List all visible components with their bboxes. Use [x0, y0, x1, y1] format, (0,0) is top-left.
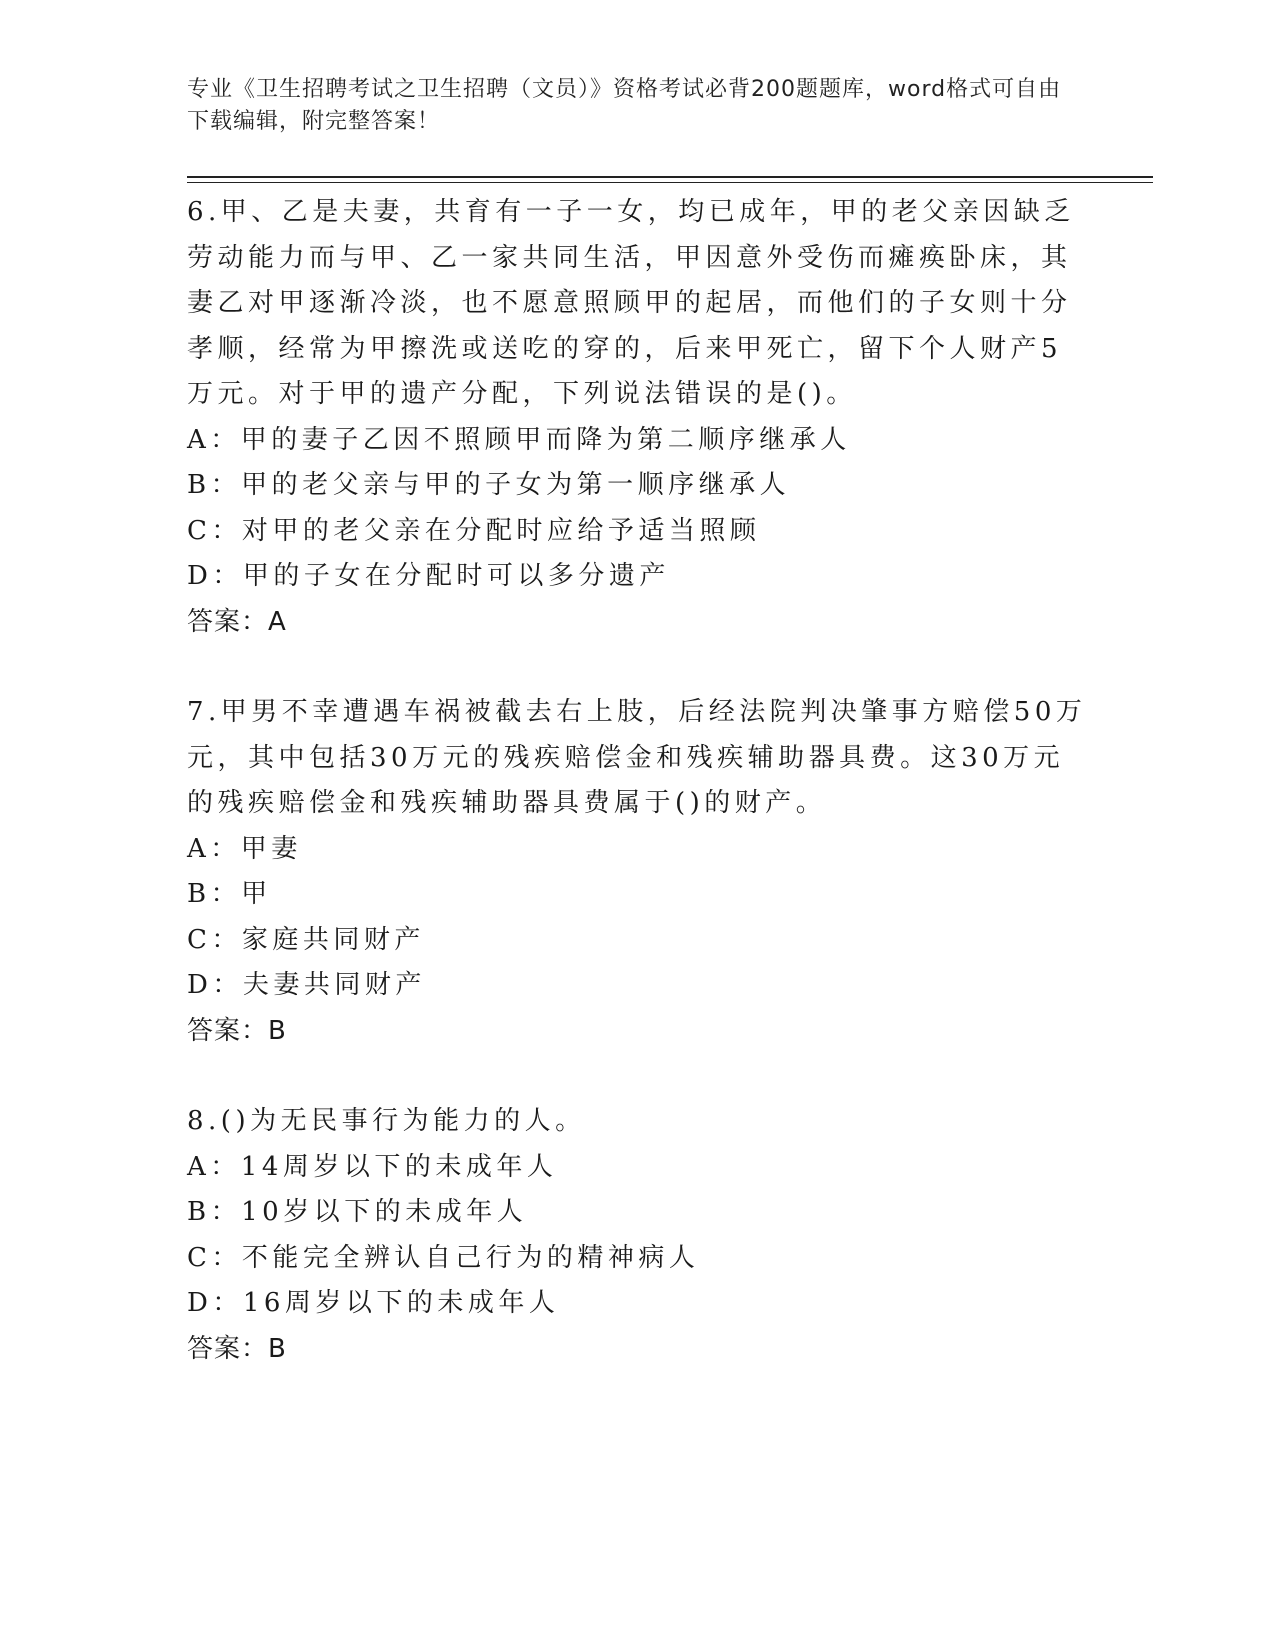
- question-list: [187, 190, 1087, 1372]
- question-6: [187, 190, 1087, 645]
- option-a: A：甲妻: [187, 833, 302, 864]
- option-b: B：甲: [187, 879, 272, 909]
- header-title: 专业《卫生招聘考试之卫生招聘（文员）》资格考试必背200题题库，word格式可自由下载编辑，附完整答案！: [187, 77, 1062, 134]
- question-text: 8.()为无民事行为能力的人。: [187, 1106, 586, 1136]
- answer: 答案：B: [187, 1333, 287, 1364]
- option-c: C：不能完全辨认自己行为的精神病人: [187, 1242, 700, 1273]
- answer: 答案：B: [187, 1015, 287, 1046]
- answer: 答案：A: [187, 606, 287, 637]
- option-c: C：对甲的老父亲在分配时应给予适当照顾: [187, 515, 761, 546]
- option-b: B：10岁以下的未成年人: [187, 1197, 528, 1227]
- option-a: A：甲的妻子乙因不照顾甲而降为第二顺序继承人: [187, 424, 851, 455]
- spacer: [187, 645, 1087, 690]
- document-header: [187, 74, 1067, 138]
- option-b: B：甲的老父亲与甲的子女为第一顺序继承人: [187, 470, 791, 500]
- question-text: 7.甲男不幸遭遇车祸被截去右上肢，后经法院判决肇事方赔偿50万元，其中包括30万元的残疾赔偿金和残疾辅助器具费。这30万元的残疾赔偿金和残疾辅助器具费属于()的财产。: [187, 697, 1087, 818]
- option-d: D：16周岁以下的未成年人: [187, 1288, 560, 1318]
- question-8: [187, 1099, 1087, 1372]
- header-divider-thin: [187, 182, 1153, 183]
- option-a: A：14周岁以下的未成年人: [187, 1151, 558, 1182]
- spacer: [187, 1054, 1087, 1099]
- option-d: D：甲的子女在分配时可以多分遗产: [187, 561, 670, 591]
- question-text: 6.甲、乙是夫妻，共育有一子一女，均已成年，甲的老父亲因缺乏劳动能力而与甲、乙一家共同生活，甲因意外受伤而瘫痪卧床，其妻乙对甲逐渐冷淡，也不愿意照顾甲的起居，而他们的子女则十分孝顺，经常为甲擦洗或送吃的穿的，后来甲死亡，留下个人财产5万元。对于甲的遗产分配，下列说法错误的是()。: [187, 197, 1075, 409]
- option-d: D：夫妻共同财产: [187, 970, 426, 1000]
- option-c: C：家庭共同财产: [187, 924, 425, 955]
- question-7: [187, 690, 1087, 1054]
- header-divider-thick: [187, 176, 1153, 178]
